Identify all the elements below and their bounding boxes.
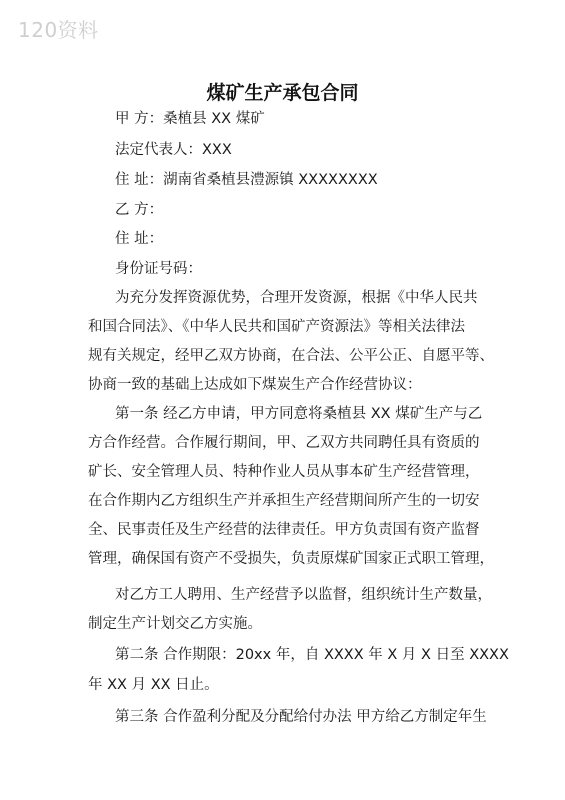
preamble-line: 和国合同法》、《中华人民共和国矿产资源法》等相关法律法 [88, 319, 465, 335]
article-1-line: 对乙方工人聘用、生产经营予以监督，组织统计生产数量， [115, 587, 492, 603]
watermark: 120资料 [18, 18, 99, 42]
party-a-address-line: 住 址：湖南省桑植县澧源镇 XXXXXXXX [115, 172, 378, 188]
article-2-line: 年 XX 月 XX 日止。 [88, 677, 219, 693]
party-b-address-line: 住 址： [115, 231, 164, 247]
article-2-line: 第二条 合作期限：20xx 年，自 XXXX 年 X 月 X 日至 XXXX [115, 647, 509, 663]
id-number-line: 身份证号码： [115, 261, 202, 277]
party-a-line: 甲 方：桑植县 XX 煤矿 [115, 111, 265, 127]
article-1-line: 矿长、安全管理人员、特种作业人员从事本矿生产经营管理， [88, 464, 480, 480]
preamble-line: 协商一致的基础上达成如下煤炭生产合作经营协议： [88, 377, 422, 393]
article-1-line: 全、民事责任及生产经营的法律责任。甲方负责国有资产监督 [88, 522, 480, 538]
legal-representative-line: 法定代表人：XXX [115, 142, 232, 158]
article-3-line: 第三条 合作盈利分配及分配给付办法 甲方给乙方制定年生 [115, 709, 487, 725]
article-1-line: 第一条 经乙方申请，甲方同意将桑植县 XX 煤矿生产与乙 [115, 406, 483, 422]
article-1-line: 管理，确保国有资产不受损失，负责原煤矿国家正式职工管理， [88, 551, 494, 567]
document-title: 煤矿生产承包合同 [206, 82, 359, 104]
article-1-line: 在合作期内乙方组织生产并承担生产经营期间所产生的一切安 [88, 493, 480, 509]
article-1-line: 方合作经营。合作履行期间，甲、乙双方共同聘任具有资质的 [88, 435, 480, 451]
preamble-line: 为充分发挥资源优势，合理开发资源，根据《中华人民共 [115, 290, 478, 306]
preamble-line: 规有关规定，经甲乙双方协商，在合法、公平公正、自愿平等、 [88, 348, 494, 364]
party-b-line: 乙 方： [115, 202, 164, 218]
article-1-line: 制定生产计划交乙方实施。 [88, 616, 262, 632]
